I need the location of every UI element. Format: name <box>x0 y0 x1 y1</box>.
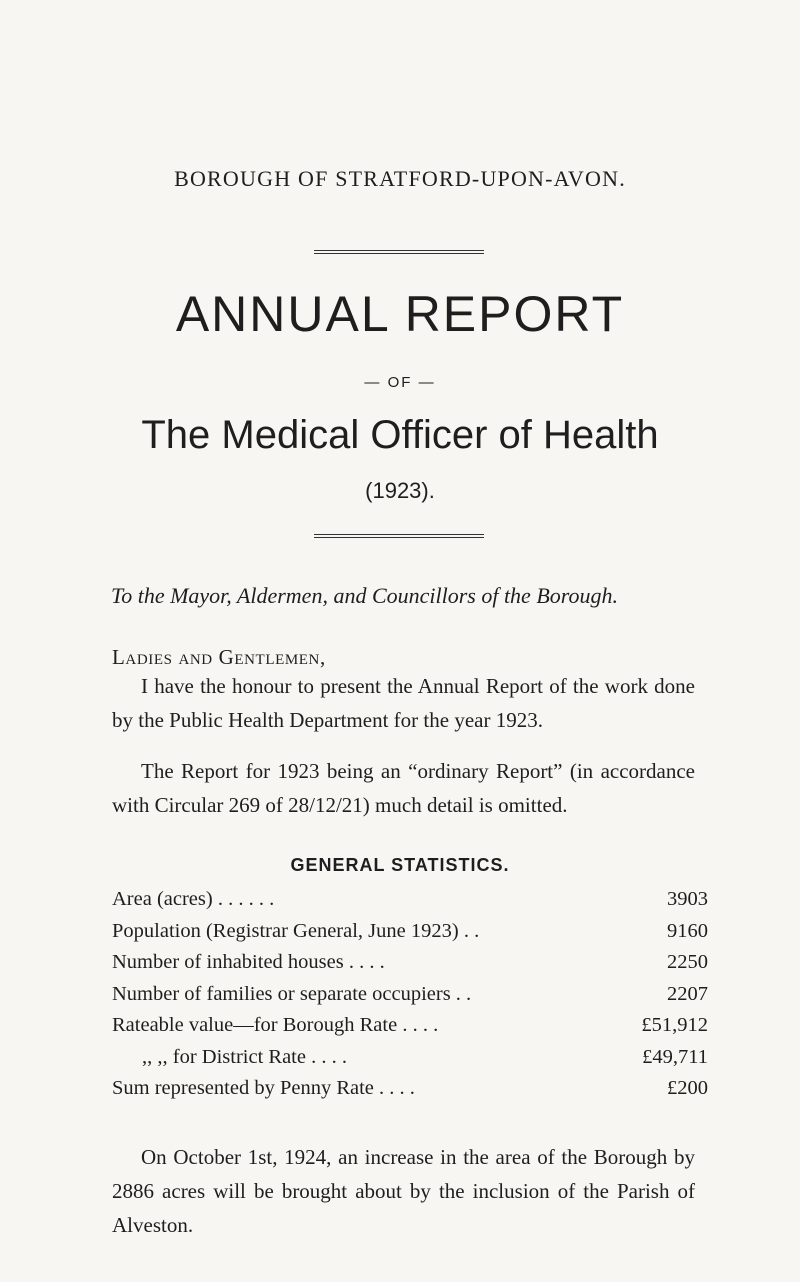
stat-value: £51,912 <box>641 1014 708 1036</box>
report-title: ANNUAL REPORT <box>175 286 625 342</box>
stat-label: Sum represented by Penny Rate . . . . <box>112 1077 415 1099</box>
stat-row-families <box>112 979 708 1011</box>
paragraph-intro <box>112 669 695 737</box>
stat-row-area <box>112 884 708 916</box>
stat-label: Number of families or separate occupiers . . <box>112 982 472 1005</box>
statistics-heading: GENERAL STATISTICS. <box>290 855 510 875</box>
statistics-table <box>112 884 708 1105</box>
stat-row-penny-rate <box>112 1073 708 1105</box>
stat-label: ,, ,, for District Rate . . . . <box>142 1045 347 1068</box>
paragraph-alveston-text: On October 1st, 1924, an increase in the area of the Borough by 2886 acres will be brought about by the inclusion of the Parish of Alveston. <box>112 1145 695 1237</box>
borough-heading: BOROUGH OF STRATFORD-UPON-AVON. <box>174 166 626 191</box>
stat-row-borough-rate <box>112 1010 708 1042</box>
stat-value: 3903 <box>667 888 708 910</box>
report-subtitle: The Medical Officer of Health <box>141 413 659 457</box>
stat-value: 9160 <box>667 919 708 942</box>
paragraph-ordinary-report <box>112 754 695 822</box>
stat-value: £200 <box>667 1077 708 1099</box>
paragraph-alveston <box>112 1140 695 1242</box>
salutation: Ladies and Gentlemen, <box>112 645 326 669</box>
stat-label: Population (Registrar General, June 1923) . . <box>112 919 480 942</box>
paragraph-intro-text: I have the honour to present the Annual Report of the work done by the Public Health Department for the year 1923. <box>112 674 695 732</box>
stat-label: Rateable value—for Borough Rate . . . . <box>112 1014 439 1036</box>
address-line: To the Mayor, Aldermen, and Councillors of the Borough. <box>111 583 619 608</box>
stat-label: Number of inhabited houses . . . . <box>112 951 385 973</box>
paragraph-ordinary-report-text: The Report for 1923 being an “ordinary Report” (in accordance with Circular 269 of 28/12/21) much detail is omitted. <box>112 759 695 817</box>
stat-value: £49,711 <box>642 1045 708 1068</box>
stat-label: Area (acres) . . . . . . <box>112 888 275 910</box>
top-double-rule <box>314 250 484 254</box>
stat-value: 2250 <box>667 951 708 973</box>
stat-row-district-rate <box>112 1042 708 1074</box>
stat-row-houses <box>112 947 708 979</box>
stat-value: 2207 <box>667 982 708 1005</box>
report-year: (1923). <box>365 478 435 503</box>
of-separator: — OF — <box>364 374 436 391</box>
stat-row-population <box>112 916 708 948</box>
bottom-double-rule <box>314 534 484 538</box>
